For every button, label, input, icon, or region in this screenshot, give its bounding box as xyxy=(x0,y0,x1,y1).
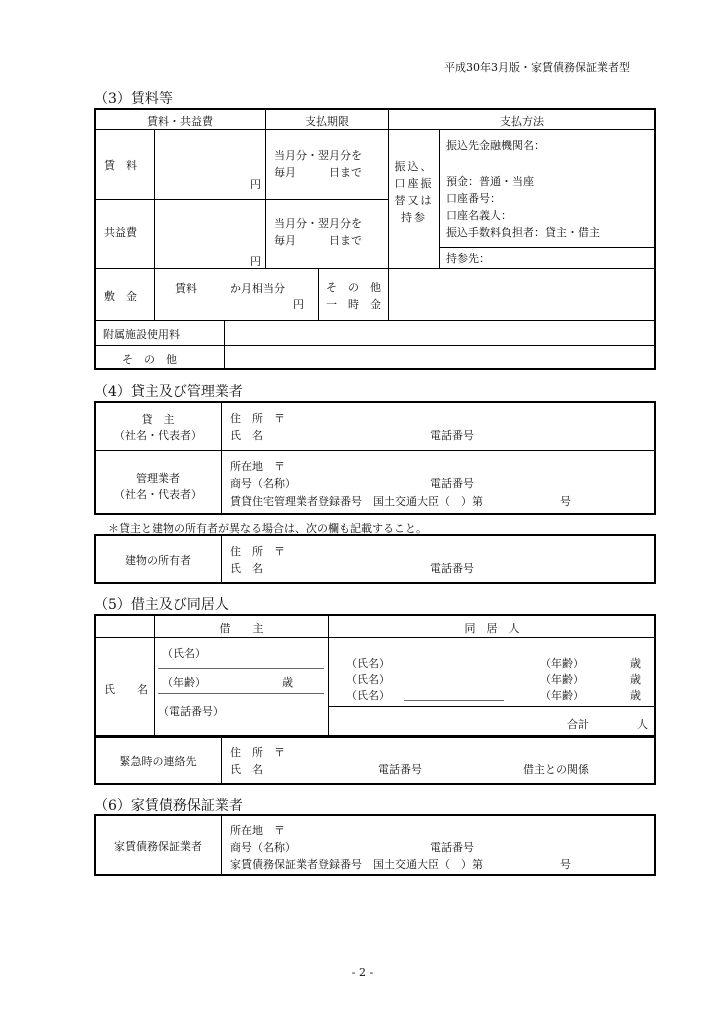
manager-sub-label: （社名・代表者） xyxy=(114,488,202,501)
guarantor-registration: 家賃債務保証業者登録番号 国土交通大臣（ ）第 号 xyxy=(230,858,571,871)
name-label: 氏 名 xyxy=(104,683,148,696)
cohabitant-name-2: （氏名） xyxy=(346,673,390,686)
owner-address: 住 所 〒 xyxy=(230,545,285,558)
col-due-header: 支払期限 xyxy=(305,115,349,128)
section-6-title: （6）家賃債務保証業者 xyxy=(94,798,243,814)
rent-due-2: 毎月 日まで xyxy=(274,166,362,179)
common-due-1: 当月分・翌月分を xyxy=(274,217,362,230)
lessor-tel: 電話番号 xyxy=(430,429,474,442)
deposit-yen: 円 xyxy=(293,298,304,311)
deposit-months: 賃料 か月相当分 xyxy=(175,282,285,295)
cohabitant-age-unit-2: 歳 xyxy=(630,673,641,686)
owner-tel: 電話番号 xyxy=(430,562,474,575)
tenant-name: （氏名） xyxy=(162,647,206,660)
emergency-label: 緊急時の連絡先 xyxy=(119,755,197,768)
owner-name: 氏 名 xyxy=(230,562,263,575)
rent-label: 賃 料 xyxy=(104,159,137,172)
tenant-header: 借 主 xyxy=(219,622,264,635)
manager-registration: 賃貸住宅管理業者登録番号 国土交通大臣（ ）第 号 xyxy=(230,495,571,508)
other-lumpsum-2: 一 時 金 xyxy=(326,298,381,311)
lessor-sub-label: （社名・代表者） xyxy=(114,429,202,442)
account-number: 口座番号： xyxy=(446,192,501,205)
lessor-label: 貸 主 xyxy=(141,413,175,426)
other-lumpsum-1: そ の 他 xyxy=(326,281,381,294)
section-3-title: （3）賃料等 xyxy=(94,91,173,107)
manager-tel: 電話番号 xyxy=(430,477,474,490)
emergency-name: 氏 名 xyxy=(230,763,263,776)
deposit-label: 敷 金 xyxy=(104,290,137,303)
section-4-title: （4）貸主及び管理業者 xyxy=(94,384,243,400)
owner-label: 建物の所有者 xyxy=(125,554,191,567)
cohabitant-header: 同 居 人 xyxy=(464,622,520,635)
transfer-fee: 振込手数料負担者：貸主・借主 xyxy=(446,226,600,239)
account-holder: 口座名義人： xyxy=(446,209,512,222)
manager-location: 所在地 〒 xyxy=(230,460,285,473)
version-label: 平成30年3月版・家賃債務保証業者型 xyxy=(444,61,630,74)
cohabitant-total-unit: 人 xyxy=(637,718,648,731)
lessor-address: 住 所 〒 xyxy=(230,412,285,425)
cohabitant-age-unit-1: 歳 xyxy=(630,657,641,670)
guarantor-trade-name: 商号（名称） xyxy=(230,841,296,854)
other-label: そ の 他 xyxy=(122,353,177,366)
owner-note: ＊貸主と建物の所有者が異なる場合は、次の欄も記載すること。 xyxy=(108,522,427,535)
facility-fee-label: 附属施設使用料 xyxy=(103,328,180,341)
guarantor-label: 家賃債務保証業者 xyxy=(114,840,202,853)
bank-name: 振込先金融機関名： xyxy=(446,139,545,152)
cohabitant-total-label: 合計 xyxy=(567,718,589,731)
cohabitant-name-1: （氏名） xyxy=(346,657,390,670)
guarantor-tel: 電話番号 xyxy=(430,841,474,854)
rent-due-1: 当月分・翌月分を xyxy=(274,149,362,162)
manager-trade-name: 商号（名称） xyxy=(230,477,296,490)
tenant-age-unit: 歳 xyxy=(282,676,293,689)
tenant-age: （年齢） xyxy=(162,676,206,689)
bring-to: 持参先： xyxy=(446,252,490,265)
emergency-relation: 借主との関係 xyxy=(523,763,589,776)
col-method-header: 支払方法 xyxy=(500,115,544,128)
emergency-address: 住 所 〒 xyxy=(230,746,285,759)
payment-method-label: 振込、口座振替又は持参 xyxy=(394,160,434,224)
cohabitant-age-3: （年齢） xyxy=(540,689,584,702)
tenant-tel: （電話番号） xyxy=(158,705,224,718)
cohabitant-name-3: （氏名） xyxy=(346,689,390,702)
cohabitant-age-unit-3: 歳 xyxy=(630,689,641,702)
deposit-type: 預金：普通・当座 xyxy=(446,175,534,188)
emergency-tel: 電話番号 xyxy=(378,763,422,776)
cohabitant-age-2: （年齢） xyxy=(540,673,584,686)
guarantor-location: 所在地 〒 xyxy=(230,824,285,837)
page-number: - 2 - xyxy=(351,966,374,979)
common-fee-label: 共益費 xyxy=(104,226,137,239)
manager-label: 管理業者 xyxy=(136,472,180,485)
lessor-name: 氏 名 xyxy=(230,429,263,442)
cohabitant-age-1: （年齢） xyxy=(540,657,584,670)
rent-yen: 円 xyxy=(250,178,261,191)
common-due-2: 毎月 日まで xyxy=(274,234,362,247)
col-rent-header: 賃料・共益費 xyxy=(147,115,213,128)
common-yen: 円 xyxy=(250,255,261,268)
section-5-title: （5）借主及び同居人 xyxy=(94,597,229,613)
